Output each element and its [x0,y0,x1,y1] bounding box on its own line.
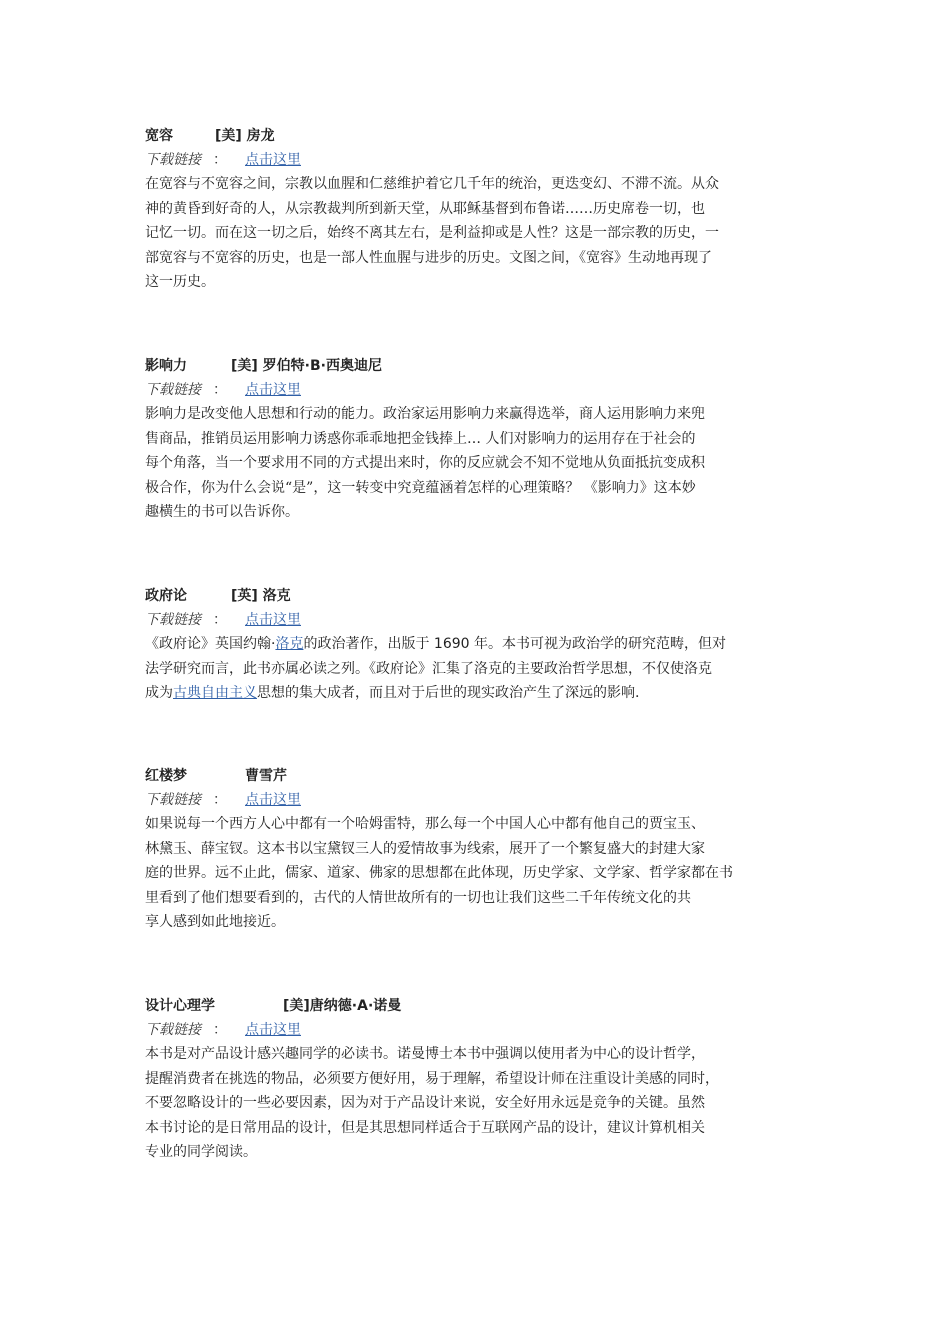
download-row [145,608,815,632]
download-colon: ： [213,792,227,808]
download-link[interactable]: 点击这里 [245,792,301,808]
description-line: 庭的世界。远不止此，儒家、道家、佛家的思想都在此体现，历史学家、文学家、哲学家都在书 [145,865,733,882]
description-line: 不要忽略设计的一些必要因素，因为对于产品设计来说，安全好用永远是竞争的关键。虽然 [145,1095,705,1112]
book-title: 设计心理学 [145,998,215,1014]
description-line: 如果说每一个西方人心中都有一个哈姆雷特，那么每一个中国人心中都有他自己的贾宝玉、 [145,816,705,832]
download-label: 下载链接 [145,792,201,808]
book-author: [英] 洛克 [231,588,291,604]
download-colon: ： [213,612,227,628]
book-description [145,402,815,525]
book-description [145,1042,815,1165]
description-line: 影响力是改变他人思想和行动的能力。政治家运用影响力来赢得选举，商人运用影响力来兜 [145,406,705,422]
description-line: 部宽容与不宽容的历史，也是一部人性血腥与进步的历史。文图之间，《宽容》生动地再现了 [145,249,712,266]
book-heading [145,994,815,1018]
book-heading [145,124,815,148]
download-colon: ： [213,1022,227,1038]
description-line: 每个角落，当一个要求用不同的方式提出来时，你的反应就会不知不觉地从负面抵抗变成积 [145,455,705,472]
book-author: 曹雪芹 [245,768,287,784]
description-line: 售商品，推销员运用影响力诱惑你乖乖地把金钱捧上… 人们对影响力的运用存在于社会的 [145,430,696,447]
description-text: 《政府论》英国约翰· [145,636,276,652]
description-line [145,681,815,706]
download-label: 下载链接 [145,152,201,168]
description-text: 思想的集大成者，而且对于后世的现实政治产生了深远的影响. [257,685,640,702]
download-link[interactable]: 点击这里 [245,612,301,628]
download-row [145,788,815,812]
book-title: 政府论 [145,588,187,604]
description-line: 神的黄昏到好奇的人，从宗教裁判所到新天堂，从耶稣基督到布鲁诺……历史席卷一切，也 [145,200,705,217]
description-line: 本书是对产品设计感兴趣同学的必读书。诺曼博士本书中强调以使用者为中心的设计哲学， [145,1046,705,1062]
book-entry-kuanrong [145,124,815,295]
download-link[interactable]: 点击这里 [245,382,301,398]
download-link[interactable]: 点击这里 [245,152,301,168]
book-description [145,812,815,935]
download-label: 下载链接 [145,1022,201,1038]
download-colon: ： [213,382,227,398]
locke-link[interactable]: 洛克 [275,636,304,652]
book-heading [145,764,815,788]
description-line: 本书讨论的是日常用品的设计，但是其思想同样适合于互联网产品的设计，建议计算机相关 [145,1119,705,1136]
download-row [145,1018,815,1042]
description-line: 专业的同学阅读。 [145,1144,257,1161]
download-label: 下载链接 [145,382,201,398]
book-title: 宽容 [145,128,173,144]
download-row [145,148,815,172]
book-title: 红楼梦 [145,768,187,784]
description-line: 在宽容与不宽容之间，宗教以血腥和仁慈维护着它几千年的统治，更迭变幻、不滞不流。从众 [145,176,719,192]
book-entry-two-treatises [145,584,815,706]
book-heading [145,584,815,608]
book-description [145,632,815,706]
description-line: 记忆一切。而在这一切之后，始终不离其左右，是利益抑或是人性？这是一部宗教的历史，一 [145,225,719,242]
book-description [145,172,815,295]
description-line: 享人感到如此地接近。 [145,914,285,931]
description-line: 极合作，你为什么会说“是”，这一转变中究竟蕴涵着怎样的心理策略？ 《影响力》这本妙 [145,479,696,496]
download-link[interactable]: 点击这里 [245,1022,301,1038]
description-line: 这一历史。 [145,274,215,291]
description-line [145,632,815,657]
classical-liberalism-link[interactable]: 古典自由主义 [173,685,257,702]
description-text: 成为 [145,685,173,702]
book-author: [美] 房龙 [215,128,275,144]
book-title: 影响力 [145,358,187,374]
description-line: 法学研究而言，此书亦属必读之列。《政府论》汇集了洛克的主要政治哲学思想，不仅使洛克 [145,660,712,677]
book-entry-red-chamber [145,764,815,935]
download-row [145,378,815,402]
download-label: 下载链接 [145,612,201,628]
description-text: 年。本书可视为政治学的研究范畴，但对 [474,636,726,652]
publication-year: 1690 [433,636,470,652]
description-line: 里看到了他们想要看到的，古代的人情世故所有的一切也让我们这些二千年传统文化的共 [145,889,691,906]
book-entry-design-psychology [145,994,815,1165]
description-line: 林黛玉、薛宝钗。这本书以宝黛钗三人的爱情故事为线索，展开了一个繁复盛大的封建大家 [145,840,705,857]
description-text: 的政治著作，出版于 [303,636,430,652]
book-heading [145,354,815,378]
book-author: [美] 罗伯特·B·西奥迪尼 [231,358,382,374]
download-colon: ： [213,152,227,168]
book-author: [美]唐纳德·A·诺曼 [283,998,402,1014]
book-entry-influence [145,354,815,525]
description-line: 提醒消费者在挑选的物品，必须要方便好用，易于理解，希望设计师在注重设计美感的同时， [145,1070,719,1087]
description-line: 趣横生的书可以告诉你。 [145,504,299,521]
